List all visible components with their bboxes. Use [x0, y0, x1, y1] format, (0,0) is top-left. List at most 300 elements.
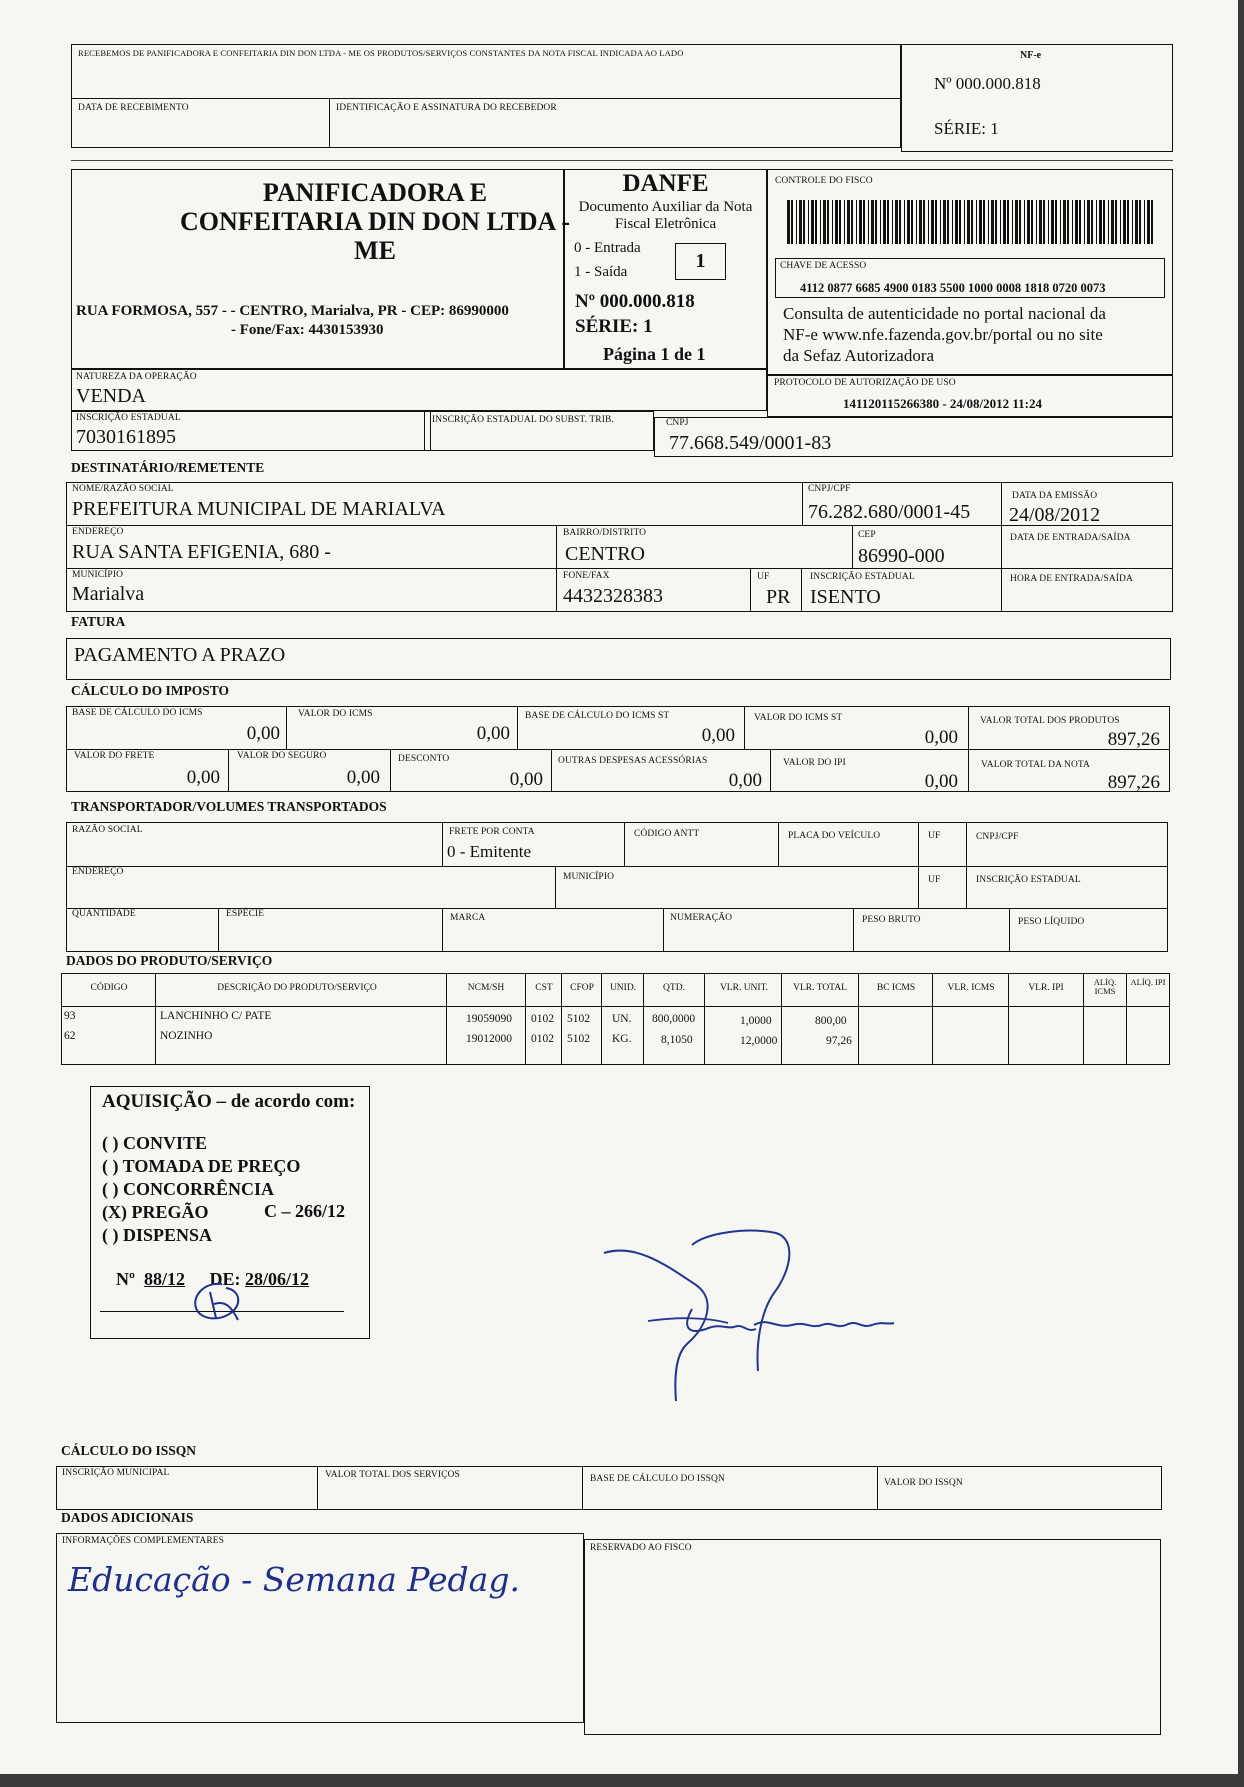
- barcode-bar: [883, 200, 886, 244]
- divider: [442, 822, 443, 866]
- issqn-section: CÁLCULO DO ISSQN: [61, 1443, 197, 1458]
- ie-value: 7030161895: [76, 426, 176, 448]
- barcode-bar: [892, 200, 893, 244]
- row1-total: 800,00: [815, 1015, 847, 1027]
- divider: [663, 908, 664, 952]
- receipt-date-label: DATA DE RECEBIMENTO: [78, 103, 189, 113]
- divider: [66, 525, 1173, 526]
- barcode-bar: [971, 200, 973, 244]
- stamp-options: [102, 1132, 300, 1247]
- divider: [71, 98, 901, 99]
- divider: [802, 482, 803, 525]
- barcode-bar: [887, 200, 889, 244]
- recipient-cnpj-label: CNPJ/CPF: [808, 484, 851, 494]
- divider: [317, 1466, 318, 1510]
- divider: [228, 749, 229, 792]
- row1-description: LANCHINHO C/ PATE: [160, 1010, 272, 1022]
- base-icms: 0,00: [246, 723, 280, 744]
- city: Marialva: [72, 583, 145, 605]
- barcode-bar: [988, 200, 989, 244]
- plate-label: PLACA DO VEÍCULO: [788, 831, 881, 841]
- column-divider: [932, 973, 933, 1065]
- barcode-bar: [955, 200, 958, 244]
- barcode-bar: [1072, 200, 1073, 244]
- freight-mode: 0 - Emitente: [447, 842, 532, 861]
- base-icms-st: 0,00: [701, 725, 735, 746]
- barcode-bar: [847, 200, 850, 244]
- barcode-bar: [823, 200, 826, 244]
- emitter-name-line: PANIFICADORA E: [262, 178, 488, 207]
- stamp-title: AQUISIÇÃO – de acordo com:: [102, 1091, 356, 1112]
- barcode-bar: [803, 200, 805, 244]
- divider: [966, 822, 967, 908]
- barcode-bar: [1103, 200, 1105, 244]
- stamp-option: (X) PREGÃO: [102, 1202, 209, 1222]
- invoice-total-label: VALOR TOTAL DA NOTA: [981, 760, 1091, 770]
- barcode-bar: [1151, 200, 1153, 244]
- barcode-bar: [811, 200, 814, 244]
- barcode-bar: [1135, 200, 1138, 244]
- col-header-unit-price: VLR. UNIT.: [719, 983, 769, 993]
- reserved-box: [584, 1539, 1161, 1735]
- icms: 0,00: [476, 723, 510, 744]
- barcode-bar: [796, 200, 797, 244]
- divider: [968, 706, 969, 792]
- barcode-bar: [919, 200, 922, 244]
- carrier-address-label: ENDEREÇO: [72, 867, 124, 877]
- emitter-address: RUA FORMOSA, 557 - - CENTRO, Marialva, PR - CEP: 86990000: [76, 303, 509, 319]
- issqn-box: [56, 1466, 1162, 1510]
- barcode-bar: [1111, 200, 1114, 244]
- barcode-bar: [1024, 200, 1025, 244]
- ie-label: INSCRIÇÃO ESTADUAL: [76, 413, 181, 423]
- cep-label: CEP: [858, 530, 876, 540]
- column-divider: [155, 973, 156, 1065]
- barcode-bar: [1043, 200, 1045, 244]
- emission-date-label: DATA DA EMISSÃO: [1012, 491, 1098, 501]
- time-label: HORA DE ENTRADA/SAÍDA: [1010, 574, 1133, 584]
- danfe-subtitle-line: Documento Auxiliar da Nota: [578, 199, 753, 215]
- receipt-signature-label: IDENTIFICAÇÃO E ASSINATURA DO RECEBEDOR: [336, 103, 557, 113]
- barcode-bar: [931, 200, 934, 244]
- col-header-code: CÓDIGO: [90, 983, 128, 993]
- column-divider: [1083, 973, 1084, 1065]
- carrier-name-label: RAZÃO SOCIAL: [72, 825, 143, 835]
- icms-st: 0,00: [924, 727, 958, 748]
- city-label: MUNICÍPIO: [72, 570, 124, 580]
- barcode-bar: [1099, 200, 1102, 244]
- barcode-bar: [1115, 200, 1117, 244]
- stub-nfe-label: NF-e: [1020, 50, 1042, 61]
- barcode-bar: [1036, 200, 1037, 244]
- access-key: 4112 0877 6685 4900 0183 5500 1000 0008 1818 0720 0073: [800, 281, 1106, 295]
- carrier-city-label: MUNICÍPIO: [563, 872, 615, 882]
- additional-info-label: INFORMAÇÕES COMPLEMENTARES: [62, 1536, 225, 1546]
- municipal-registration-label: INSCRIÇÃO MUNICIPAL: [62, 1468, 170, 1478]
- recipient-address-label: ENDEREÇO: [72, 527, 124, 537]
- nature-value: VENDA: [76, 385, 146, 407]
- protocol-label: PROTOCOLO DE AUTORIZAÇÃO DE USO: [774, 378, 956, 388]
- access-key-label: CHAVE DE ACESSO: [780, 261, 867, 271]
- net-weight-label: PESO LÍQUIDO: [1018, 917, 1085, 927]
- barcode-bar: [1079, 200, 1081, 244]
- barcode-bar: [916, 200, 917, 244]
- receipt-statement: RECEBEMOS DE PANIFICADORA E CONFEITARIA DIN DON LTDA - ME OS PRODUTOS/SERVIÇOS CONSTANTES DA NOTA FISCAL INDICADA AO LADO: [78, 48, 684, 58]
- barcode-bar: [943, 200, 946, 244]
- products-total: 897,26: [1107, 729, 1160, 750]
- barcode-bar: [947, 200, 949, 244]
- barcode-bar: [1120, 200, 1121, 244]
- stamp-date: 28/06/12: [244, 1269, 309, 1289]
- insurance: 0,00: [346, 767, 380, 788]
- recipient-ie: ISENTO: [810, 586, 881, 608]
- stamp-pregao-ref: C – 266/12: [264, 1201, 345, 1221]
- barcode-bar: [1123, 200, 1126, 244]
- divider: [778, 822, 779, 866]
- scan-edge: [0, 1774, 1244, 1787]
- volume-numbering-label: NUMERAÇÃO: [670, 913, 733, 923]
- stamp-date-label: DE:: [209, 1269, 241, 1289]
- barcode-bar: [995, 200, 997, 244]
- barcode-bar: [1084, 200, 1085, 244]
- barcode: [787, 200, 1155, 244]
- freight: 0,00: [186, 767, 220, 788]
- barcode-bar: [1147, 200, 1150, 244]
- divider: [286, 706, 287, 749]
- recipient-section: DESTINATÁRIO/REMETENTE: [71, 460, 265, 475]
- barcode-bar: [1067, 200, 1069, 244]
- receipt-stub: [71, 44, 901, 148]
- divider: [517, 706, 518, 749]
- barcode-bar: [1055, 200, 1057, 244]
- volume-kind-label: ESPÉCIE: [226, 909, 265, 919]
- row2-ncm: 19012000: [466, 1033, 512, 1045]
- barcode-bar: [875, 200, 877, 244]
- barcode-bar: [1051, 200, 1054, 244]
- barcode-bar: [844, 200, 845, 244]
- base-icms-st-label: BASE DE CÁLCULO DO ICMS ST: [525, 711, 670, 721]
- barcode-bar: [1039, 200, 1042, 244]
- barcode-bar: [1139, 200, 1141, 244]
- handwritten-signature: [596, 1225, 896, 1405]
- other-expenses: 0,00: [728, 770, 762, 791]
- danfe-series: SÉRIE: 1: [575, 316, 653, 337]
- column-divider: [704, 973, 705, 1065]
- barcode-bar: [839, 200, 841, 244]
- divider: [624, 822, 625, 866]
- danfe-title: DANFE: [622, 170, 709, 197]
- divider: [877, 1466, 878, 1510]
- protocol-value: 141120115266380 - 24/08/2012 11:24: [843, 396, 1042, 411]
- tax-section: CÁLCULO DO IMPOSTO: [71, 683, 230, 698]
- barcode-bar: [791, 200, 793, 244]
- divider: [61, 1006, 1170, 1007]
- stamp-number-label: Nº: [116, 1269, 135, 1289]
- column-divider: [601, 973, 602, 1065]
- barcode-bar: [983, 200, 985, 244]
- row1-ncm: 19059090: [466, 1013, 512, 1025]
- barcode-bar: [959, 200, 961, 244]
- issqn-base-label: BASE DE CÁLCULO DO ISSQN: [590, 1474, 725, 1484]
- insurance-label: VALOR DO SEGURO: [237, 751, 327, 761]
- reserved-label: RESERVADO AO FISCO: [590, 1543, 692, 1553]
- column-divider: [561, 973, 562, 1065]
- danfe-page: Página 1 de 1: [603, 344, 706, 364]
- divider: [744, 706, 745, 749]
- barcode-bar: [787, 200, 790, 244]
- fisco-consult-line: da Sefaz Autorizadora: [783, 346, 935, 365]
- barcode-bar: [1075, 200, 1078, 244]
- fisco-control-label: CONTROLE DO FISCO: [775, 176, 873, 186]
- barcode-bar: [1063, 200, 1066, 244]
- barcode-bar: [856, 200, 857, 244]
- uf-label: UF: [757, 572, 770, 582]
- barcode-bar: [928, 200, 929, 244]
- transport-section: TRANSPORTADOR/VOLUMES TRANSPORTADOS: [71, 799, 387, 814]
- col-header-vlr-icms: VLR. ICMS: [947, 983, 995, 993]
- column-divider: [1126, 973, 1127, 1065]
- col-header-aliq-ipi: ALÍQ. IPI: [1130, 977, 1166, 987]
- barcode-bar: [1003, 200, 1006, 244]
- divider: [329, 98, 330, 148]
- stamp-option: ( ) DISPENSA: [102, 1225, 213, 1245]
- col-header-description: DESCRIÇÃO DO PRODUTO/SERVIÇO: [217, 983, 377, 993]
- services-total-label: VALOR TOTAL DOS SERVIÇOS: [325, 1470, 460, 1480]
- column-divider: [858, 973, 859, 1065]
- barcode-bar: [904, 200, 905, 244]
- antt-label: CÓDIGO ANTT: [634, 829, 700, 839]
- barcode-bar: [1019, 200, 1021, 244]
- danfe-type-box: 1: [675, 243, 726, 280]
- cut-line: [71, 160, 1173, 161]
- divider: [853, 908, 854, 952]
- barcode-bar: [1096, 200, 1097, 244]
- phone: 4432328383: [563, 585, 663, 607]
- invoice-total: 897,26: [1107, 772, 1160, 793]
- divider: [770, 749, 771, 792]
- col-header-total: VLR. TOTAL: [793, 983, 847, 993]
- district: CENTRO: [565, 543, 645, 565]
- barcode-bar: [1027, 200, 1030, 244]
- barcode-bar: [895, 200, 898, 244]
- barcode-bar: [940, 200, 941, 244]
- barcode-bar: [1015, 200, 1018, 244]
- other-expenses-label: OUTRAS DESPESAS ACESSÓRIAS: [558, 756, 708, 766]
- divider: [918, 822, 919, 908]
- freight-mode-label: FRETE POR CONTA: [449, 827, 535, 837]
- row2-description: NOZINHO: [160, 1030, 213, 1042]
- barcode-bar: [851, 200, 853, 244]
- barcode-bar: [1144, 200, 1145, 244]
- danfe-subtitle: [564, 199, 767, 233]
- nature-label: NATUREZA DA OPERAÇÃO: [76, 372, 197, 382]
- uf: PR: [766, 586, 791, 608]
- divider: [66, 568, 1173, 569]
- base-icms-label: BASE DE CÁLCULO DO ICMS: [72, 708, 203, 718]
- barcode-bar: [871, 200, 874, 244]
- barcode-bar: [964, 200, 965, 244]
- divider: [801, 568, 802, 612]
- barcode-bar: [1048, 200, 1049, 244]
- cnpj-label: CNPJ: [666, 418, 689, 428]
- divider: [582, 1466, 583, 1510]
- divider: [218, 908, 219, 952]
- row2-qty: 8,1050: [661, 1034, 693, 1046]
- col-header-bc-icms: BC ICMS: [876, 983, 916, 993]
- invoice-section: FATURA: [71, 614, 126, 629]
- barcode-bar: [799, 200, 802, 244]
- danfe-entry: 0 - Entrada: [574, 240, 641, 256]
- barcode-bar: [835, 200, 838, 244]
- district-label: BAIRRO/DISTRITO: [563, 528, 647, 538]
- emitter-phone: - Fone/Fax: 4430153930: [231, 322, 384, 338]
- barcode-bar: [868, 200, 869, 244]
- stamp-number: 88/12: [143, 1269, 185, 1289]
- barcode-bar: [859, 200, 862, 244]
- barcode-bar: [880, 200, 881, 244]
- recipient-ie-label: INSCRIÇÃO ESTADUAL: [810, 572, 915, 582]
- fisco-consult-line: Consulta de autenticidade no portal nacional da: [783, 304, 1106, 323]
- ipi-label: VALOR DO IPI: [783, 758, 846, 768]
- stub-nfe-series: SÉRIE: 1: [934, 119, 999, 138]
- divider: [1001, 482, 1002, 612]
- icms-label: VALOR DO ICMS: [298, 709, 373, 719]
- row2-total: 97,26: [826, 1035, 852, 1047]
- cep: 86990-000: [858, 545, 945, 567]
- scan-edge: [1238, 0, 1244, 1787]
- barcode-bar: [832, 200, 833, 244]
- row2-unit: KG.: [612, 1033, 632, 1045]
- barcode-bar: [991, 200, 994, 244]
- stub-nfe-number: Nº 000.000.818: [934, 74, 1041, 93]
- products-section: DADOS DO PRODUTO/SERVIÇO: [66, 953, 273, 968]
- barcode-bar: [1000, 200, 1001, 244]
- recipient-name: PREFEITURA MUNICIPAL DE MARIALVA: [72, 498, 446, 520]
- freight-label: VALOR DO FRETE: [74, 751, 155, 761]
- col-header-qty: QTD.: [663, 983, 685, 993]
- fisco-consult-line: NF-e www.nfe.fazenda.gov.br/portal ou no site: [783, 325, 1103, 344]
- col-header-cst: CST: [535, 983, 553, 993]
- column-divider: [446, 973, 447, 1065]
- phone-label: FONE/FAX: [563, 571, 610, 581]
- emitter-name-line: ME: [354, 236, 396, 265]
- emission-date: 24/08/2012: [1009, 504, 1101, 526]
- stamp-initials: [186, 1278, 252, 1326]
- barcode-bar: [1091, 200, 1093, 244]
- row1-code: 93: [64, 1010, 76, 1022]
- entry-date-label: DATA DE ENTRADA/SAÍDA: [1010, 533, 1131, 543]
- discount-label: DESCONTO: [398, 754, 450, 764]
- stamp-option: ( ) TOMADA DE PREÇO: [102, 1156, 301, 1176]
- barcode-bar: [1060, 200, 1061, 244]
- column-divider: [643, 973, 644, 1065]
- issqn-value-label: VALOR DO ISSQN: [884, 1478, 963, 1488]
- row1-unit: UN.: [612, 1013, 632, 1025]
- danfe-subtitle-line: Fiscal Eletrônica: [614, 216, 717, 232]
- invoice-value: PAGAMENTO A PRAZO: [74, 644, 286, 666]
- carrier-ie-label: INSCRIÇÃO ESTADUAL: [976, 875, 1081, 885]
- barcode-bar: [979, 200, 982, 244]
- barcode-bar: [952, 200, 953, 244]
- barcode-bar: [1108, 200, 1109, 244]
- row2-unit-price: 12,0000: [740, 1035, 778, 1047]
- col-header-aliq-icms: ALÍQ. ICMS: [1093, 977, 1117, 996]
- emitter-name-line: CONFEITARIA DIN DON LTDA -: [179, 207, 571, 236]
- col-header-cfop: CFOP: [570, 983, 594, 993]
- barcode-bar: [1012, 200, 1013, 244]
- recipient-cnpj: 76.282.680/0001-45: [808, 501, 971, 523]
- divider: [555, 866, 556, 908]
- divider: [442, 908, 443, 952]
- handwritten-note: Educação - Semana Pedag.: [68, 1560, 520, 1599]
- barcode-bar: [820, 200, 821, 244]
- barcode-bar: [1031, 200, 1033, 244]
- barcode-bar: [1007, 200, 1009, 244]
- barcode-bar: [1127, 200, 1129, 244]
- barcode-bar: [808, 200, 809, 244]
- barcode-bar: [1132, 200, 1133, 244]
- carrier-uf-label: UF: [928, 831, 941, 841]
- stamp-option: ( ) CONCORRÊNCIA: [102, 1179, 274, 1199]
- barcode-bar: [976, 200, 977, 244]
- column-divider: [525, 973, 526, 1065]
- row1-cfop: 5102: [567, 1013, 590, 1025]
- barcode-bar: [863, 200, 865, 244]
- divider: [556, 525, 557, 612]
- ie-st-label: INSCRIÇÃO ESTADUAL DO SUBST. TRIB.: [432, 415, 614, 425]
- divider: [390, 749, 391, 792]
- divider: [66, 749, 1170, 750]
- barcode-bar: [935, 200, 937, 244]
- recipient-name-label: NOME/RAZÃO SOCIAL: [72, 484, 174, 494]
- column-divider: [1008, 973, 1009, 1065]
- row2-cst: 0102: [531, 1033, 554, 1045]
- stamp-option: ( ) CONVITE: [102, 1133, 208, 1153]
- carrier-uf2-label: UF: [928, 875, 941, 885]
- products-total-label: VALOR TOTAL DOS PRODUTOS: [980, 716, 1120, 726]
- divider: [750, 568, 751, 612]
- discount: 0,00: [509, 769, 543, 790]
- fisco-consult: [783, 303, 1106, 366]
- cnpj-value: 77.668.549/0001-83: [669, 432, 832, 454]
- carrier-cnpj-label: CNPJ/CPF: [976, 832, 1019, 842]
- barcode-bar: [815, 200, 817, 244]
- ipi: 0,00: [924, 771, 958, 792]
- volume-brand-label: MARCA: [450, 913, 486, 923]
- danfe-exit: 1 - Saída: [574, 264, 628, 280]
- barcode-bar: [1087, 200, 1090, 244]
- additional-section: DADOS ADICIONAIS: [61, 1510, 194, 1525]
- divider: [66, 866, 1168, 867]
- row1-cst: 0102: [531, 1013, 554, 1025]
- recipient-address: RUA SANTA EFIGENIA, 680 -: [72, 541, 331, 563]
- divider: [551, 749, 552, 792]
- icms-st-label: VALOR DO ICMS ST: [754, 713, 843, 723]
- barcode-bar: [827, 200, 829, 244]
- barcode-bar: [967, 200, 970, 244]
- row1-qty: 800,0000: [652, 1013, 696, 1025]
- emitter-name: [140, 178, 610, 265]
- row2-cfop: 5102: [567, 1033, 590, 1045]
- danfe-number: Nº 000.000.818: [575, 291, 695, 312]
- row1-unit-price: 1,0000: [740, 1015, 772, 1027]
- barcode-bar: [911, 200, 913, 244]
- volume-qty-label: QUANTIDADE: [72, 909, 136, 919]
- barcode-bar: [907, 200, 910, 244]
- divider: [1009, 908, 1010, 952]
- barcode-bar: [923, 200, 925, 244]
- col-header-unit: UNID.: [609, 983, 637, 993]
